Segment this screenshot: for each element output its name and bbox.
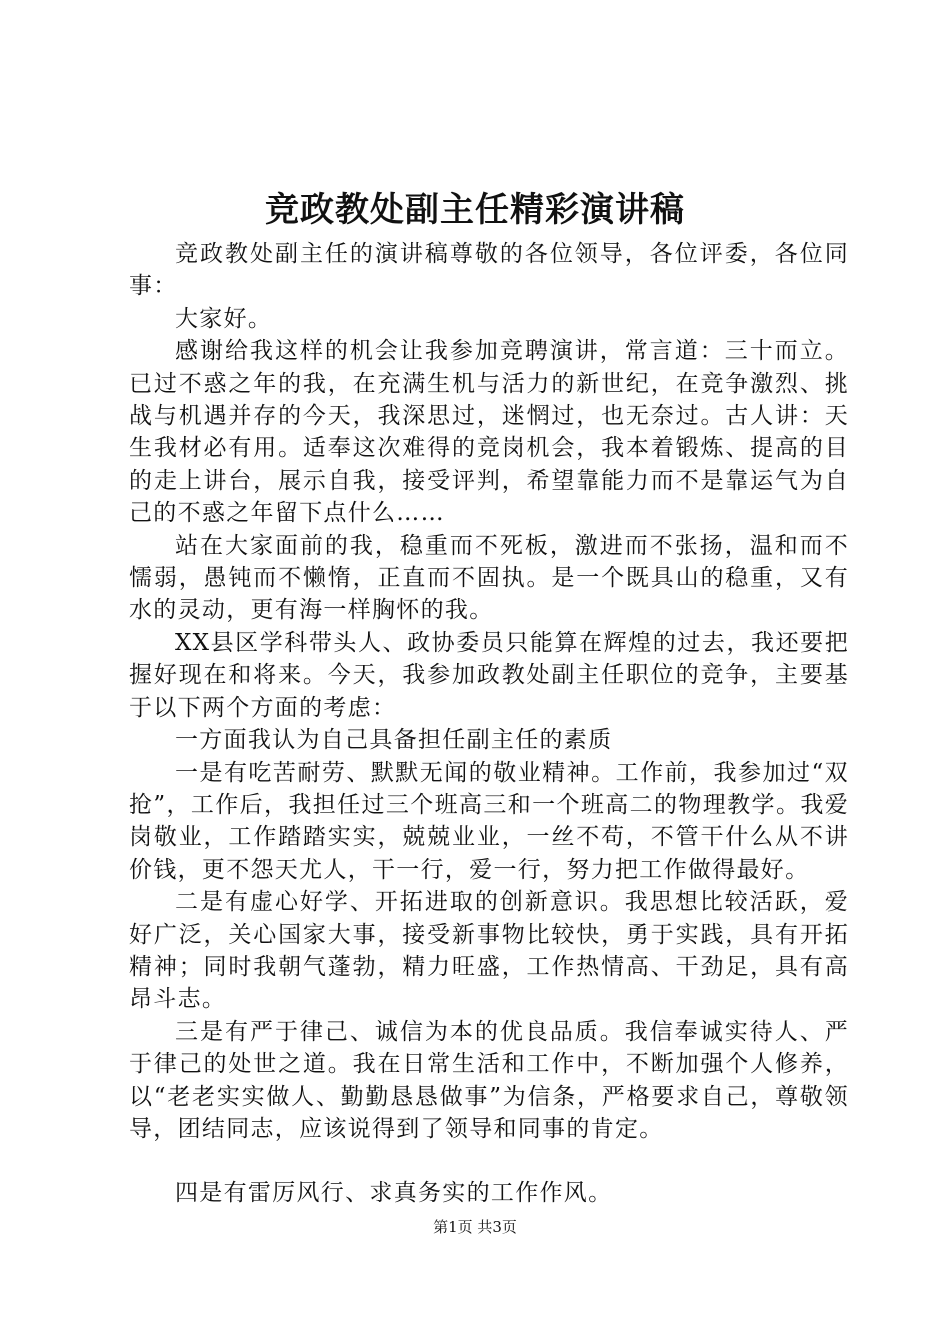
paragraph-background: XX县区学科带头人、政协委员只能算在辉煌的过去，我还要把握好现在和将来。今天，我参加政教处副主任职位的竞争，主要基于以下两个方面的考虑： bbox=[129, 629, 849, 721]
paragraph-point-one: 一是有吃苦耐劳、默默无闻的敬业精神。工作前，我参加过“双抢”，工作后，我担任过三个班高三和一个班高二的物理教学。我爱岗敬业，工作踏踏实实，兢兢业业，一丝不苟，不管干什么从不讲价钱，更不怨天尤人，干一行，爱一行，努力把工作做得最好。 bbox=[129, 759, 849, 883]
paragraph-point-two: 二是有虚心好学、开拓进取的创新意识。我思想比较活跃，爱好广泛，关心国家大事，接受新事物比较快，勇于实践，具有开拓精神；同时我朝气蓬勃，精力旺盛，工作热情高、干劲足，具有高昂斗志。 bbox=[129, 889, 849, 1013]
paragraph-self-description: 站在大家面前的我，稳重而不死板，激进而不张扬，温和而不懦弱，愚钝而不懒惰，正直而不固执。是一个既具山的稳重，又有水的灵动，更有海一样胸怀的我。 bbox=[129, 532, 849, 624]
document-body bbox=[129, 238, 849, 1210]
document-title: 竞政教处副主任精彩演讲稿 bbox=[265, 190, 685, 230]
page-number-footer: 第1页 共3页 bbox=[433, 1218, 517, 1236]
paragraph-thanks: 感谢给我这样的机会让我参加竞聘演讲，常言道：三十而立。已过不惑之年的我，在充满生机与活力的新世纪，在竞争激烈、挑战与机遇并存的今天，我深思过，迷惘过，也无奈过。古人讲：天生我材必有用。适奉这次难得的竞岗机会，我本着锻炼、提高的目的走上讲台，展示自我，接受评判，希望靠能力而不是靠运气为自己的不惑之年留下点什么…… bbox=[129, 338, 849, 527]
paragraph-greeting: 竞政教处副主任的演讲稿尊敬的各位领导，各位评委，各位同事： bbox=[129, 241, 849, 300]
paragraph-hello: 大家好。 bbox=[175, 305, 273, 332]
paragraph-point-four: 四是有雷厉风行、求真务实的工作作风。 bbox=[175, 1180, 613, 1207]
paragraph-qualification-heading: 一方面我认为自己具备担任副主任的素质 bbox=[175, 727, 613, 754]
paragraph-point-three: 三是有严于律己、诚信为本的优良品质。我信奉诚实待人、严于律己的处世之道。我在日常生活和工作中，不断加强个人修养，以“老老实实做人、勤勤恳恳做事”为信条，严格要求自己，尊敬领导，团结同志，应该说得到了领导和同事的肯定。 bbox=[129, 1018, 849, 1142]
